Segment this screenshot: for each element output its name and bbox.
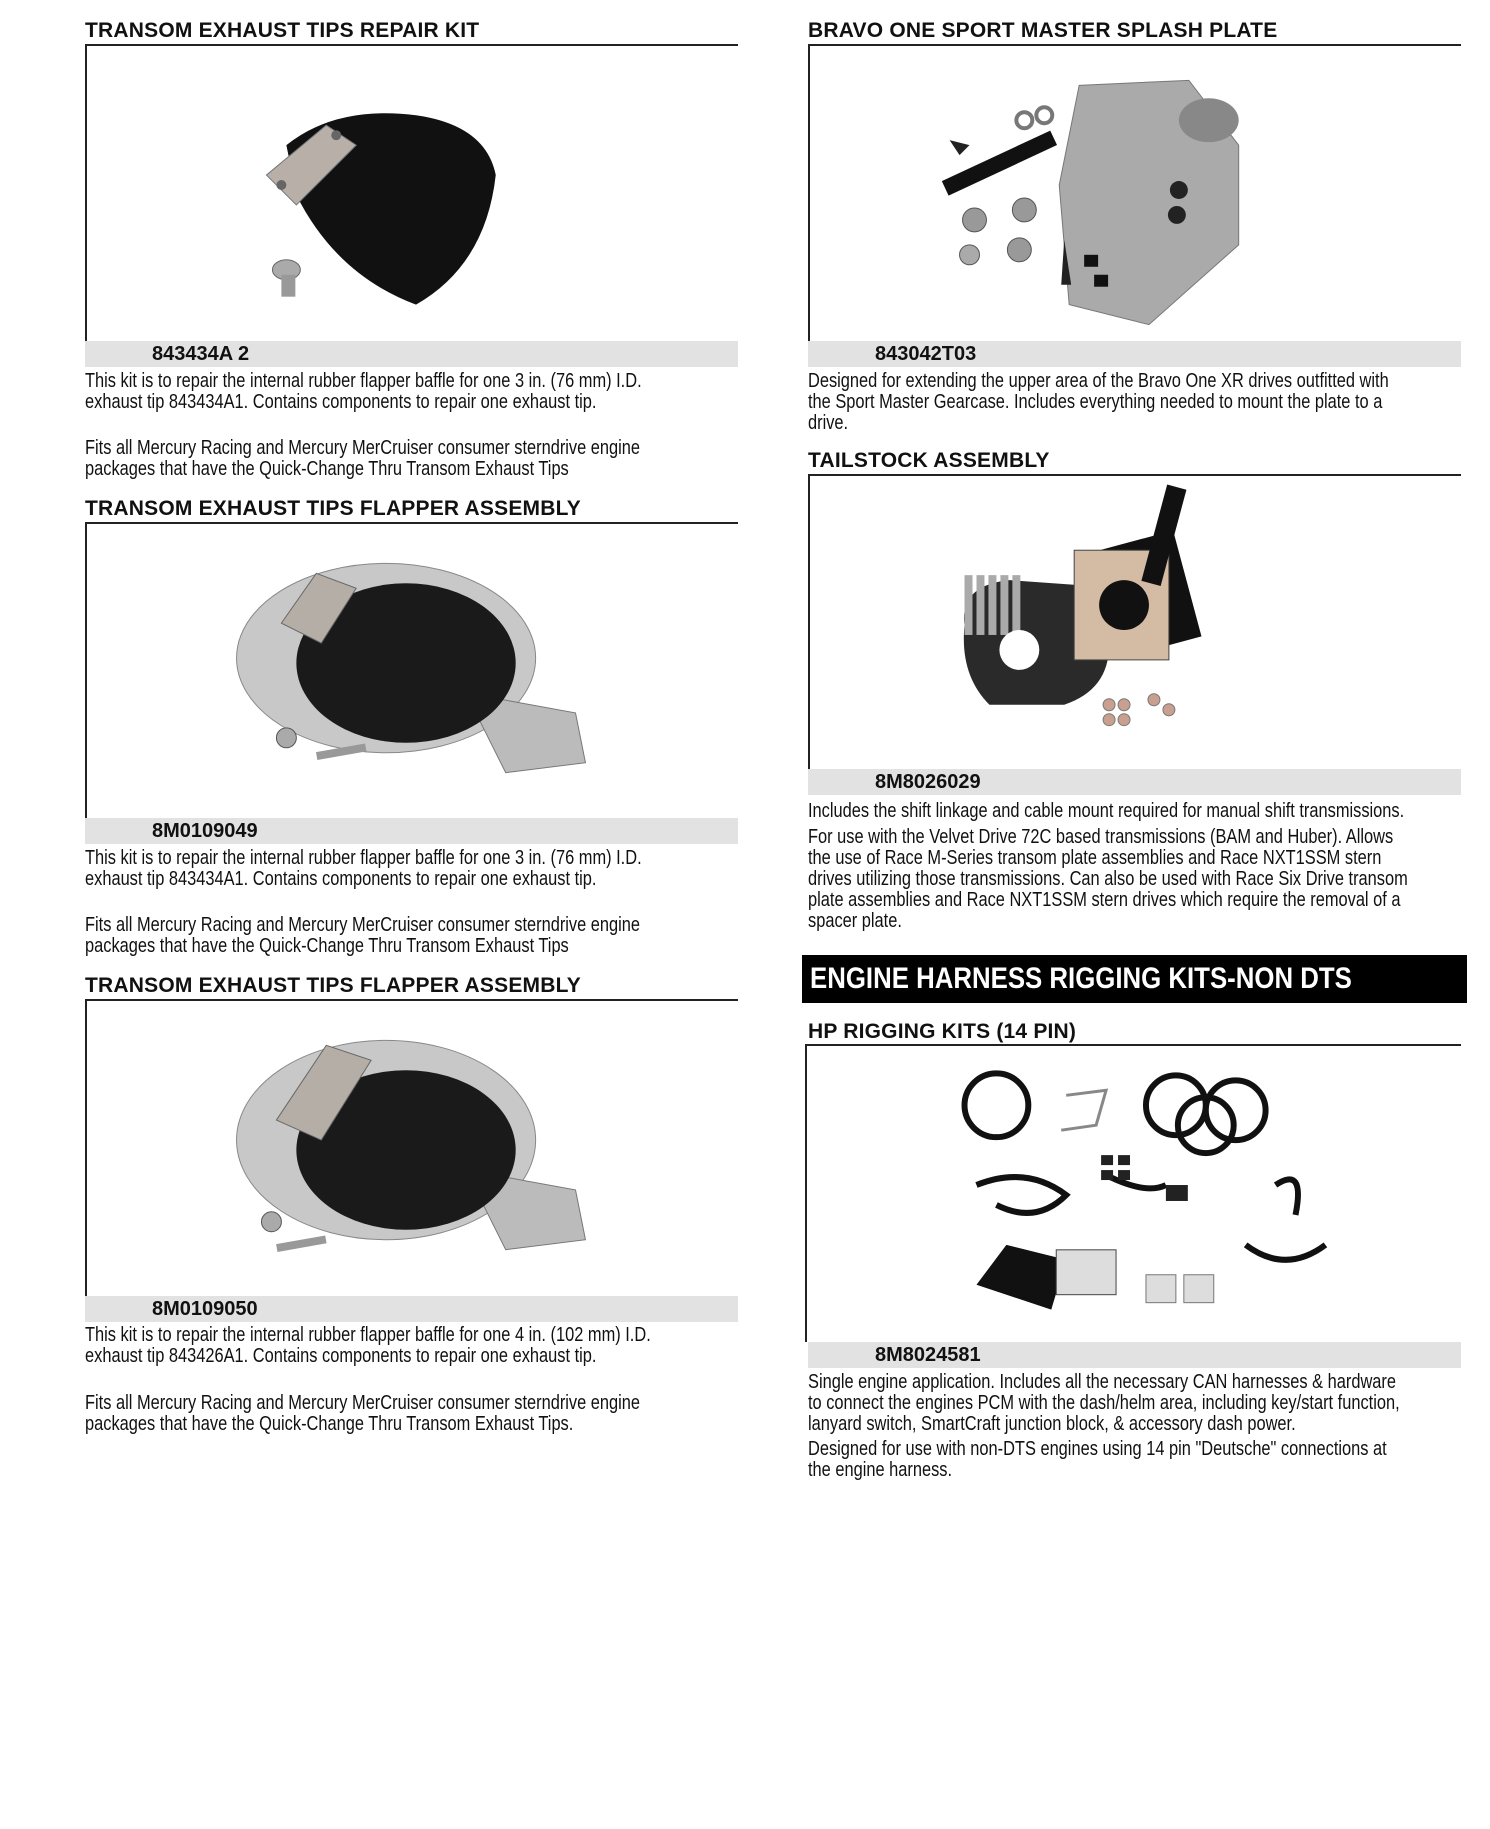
product-title: TRANSOM EXHAUST TIPS REPAIR KIT bbox=[85, 19, 480, 42]
product-image-splash-plate bbox=[808, 45, 1461, 341]
product-description: Single engine application. Includes all the necessary CAN harnesses & hardware to connect the engines PCM with the dash/helm area, including key/start function, lanyard switch, SmartCraft junction block, & accessory dash power. bbox=[808, 1371, 1400, 1435]
product-compatibility: For use with the Velvet Drive 72C based transmissions (BAM and Huber). Allows the use of Race M-Series transom plate assemblies and Race NXT1SSM stern drives utilizing those transmissions. Can also be used with Race Six Drive transom plate assemblies and Race NXT1SSM stern drives which require the removal of a spacer plate. bbox=[808, 826, 1408, 932]
part-number: 843042T03 bbox=[808, 341, 1461, 367]
part-number: 8M0109050 bbox=[85, 1296, 738, 1322]
part-number: 8M8024581 bbox=[808, 1342, 1461, 1368]
product-image-repair-kit bbox=[85, 45, 738, 341]
product-description: Includes the shift linkage and cable mount required for manual shift transmissions. bbox=[808, 800, 1405, 822]
product-description: This kit is to repair the internal rubber flapper baffle for one 3 in. (76 mm) I.D. exhaust tip 843434A1. Contains components to repair one exhaust tip. bbox=[85, 370, 642, 413]
product-title: BRAVO ONE SPORT MASTER SPLASH PLATE bbox=[808, 19, 1278, 42]
product-title: HP RIGGING KITS (14 PIN) bbox=[808, 1020, 1077, 1043]
section-header: ENGINE HARNESS RIGGING KITS-NON DTS bbox=[802, 955, 1467, 1003]
product-description: Designed for extending the upper area of the Bravo One XR drives outfitted with the Sport Master Gearcase. Includes everything needed to mount the plate to a drive. bbox=[808, 370, 1389, 434]
product-image-tailstock bbox=[808, 475, 1461, 769]
product-fitment: Fits all Mercury Racing and Mercury MerCruiser consumer sterndrive engine packages that have the Quick-Change Thru Transom Exhaust Tips. bbox=[85, 1392, 641, 1435]
part-number: 843434A 2 bbox=[85, 341, 738, 367]
part-number: 8M0109049 bbox=[85, 818, 738, 844]
product-description: This kit is to repair the internal rubber flapper baffle for one 3 in. (76 mm) I.D. exhaust tip 843434A1. Contains components to repair one exhaust tip. bbox=[85, 847, 642, 890]
product-fitment: Fits all Mercury Racing and Mercury MerCruiser consumer sterndrive engine packages that have the Quick-Change Thru Transom Exhaust Tips bbox=[85, 437, 641, 480]
product-image-flapper-4in bbox=[85, 1000, 738, 1296]
product-title: TAILSTOCK ASSEMBLY bbox=[808, 449, 1050, 472]
product-compatibility: Designed for use with non-DTS engines using 14 pin "Deutsche" connections at the engine harness. bbox=[808, 1438, 1387, 1481]
product-title: TRANSOM EXHAUST TIPS FLAPPER ASSEMBLY bbox=[85, 497, 581, 520]
product-image-flapper-3in bbox=[85, 523, 738, 818]
part-number: 8M8026029 bbox=[808, 769, 1461, 795]
product-image-rigging-kit bbox=[805, 1045, 1461, 1342]
product-description: This kit is to repair the internal rubber flapper baffle for one 4 in. (102 mm) I.D. exhaust tip 843426A1. Contains components to repair one exhaust tip. bbox=[85, 1324, 651, 1367]
product-title: TRANSOM EXHAUST TIPS FLAPPER ASSEMBLY bbox=[85, 974, 581, 997]
product-fitment: Fits all Mercury Racing and Mercury MerCruiser consumer sterndrive engine packages that have the Quick-Change Thru Transom Exhaust Tips bbox=[85, 914, 641, 957]
